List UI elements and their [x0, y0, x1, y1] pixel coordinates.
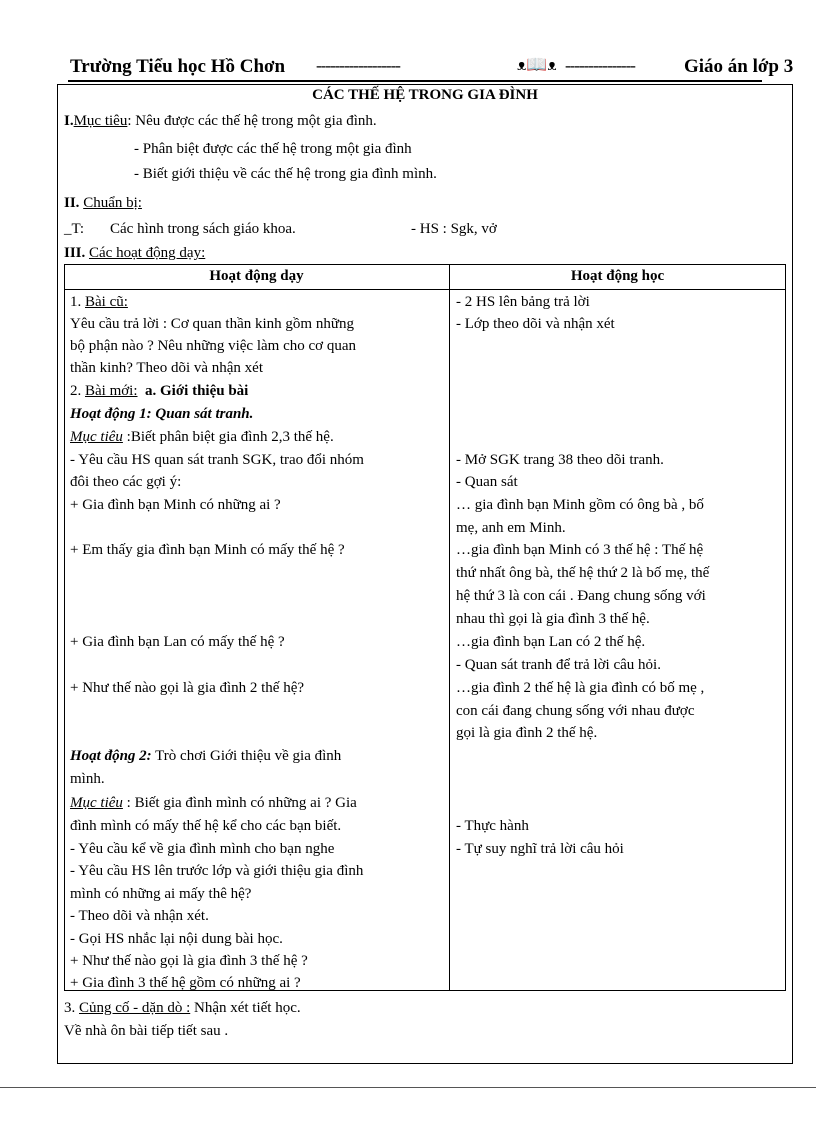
activities-number: III. [64, 245, 86, 261]
header-dashes-right: --------------- [565, 56, 635, 75]
teach-line: mình có những ai mấy thê hệ? [70, 886, 252, 902]
learn-line: - 2 HS lên bảng trả lời [456, 294, 590, 310]
grade-label: Giáo án lớp 3 [684, 56, 794, 77]
teach-line: bộ phận nào ? Nêu những việc làm cho cơ quan [70, 338, 356, 354]
activities-label: Các hoạt động dạy: [89, 245, 206, 261]
objectives-main: : Nêu được các thế hệ trong một gia đình. [127, 113, 377, 129]
new-lesson-label: Bài mới: [85, 383, 138, 399]
prep-number: II. [64, 195, 80, 211]
prep-teacher-prefix: _T: [64, 221, 85, 237]
objective-2: - Phân biệt được các thế hệ trong một gia đình [134, 141, 412, 157]
objectives-line [64, 111, 377, 131]
teach-line: + Gia đình bạn Minh có những ai ? [70, 497, 281, 513]
activity-2-title-rest: Trò chơi Giới thiệu về gia đình [151, 748, 342, 764]
prep-label: Chuẩn bị: [83, 195, 142, 211]
prep-student: - HS : Sgk, vở [411, 221, 497, 237]
page-header [68, 52, 794, 82]
col-header-learn: Hoạt động học [570, 268, 665, 284]
old-lesson-number: 1. [70, 294, 82, 310]
old-lesson-label: Bài cũ: [85, 294, 128, 310]
table-column-divider [449, 264, 450, 991]
teach-line: + Như thế nào gọi là gia đình 3 thế hệ ? [70, 953, 308, 969]
book-ornament-icon: ᴥ📖ᴥ [517, 55, 557, 74]
old-lesson-heading [70, 292, 128, 312]
learn-line: hệ thứ 3 là con cái . Đang chung sống với [456, 588, 706, 604]
header-dashes-left: ------------------ [316, 56, 400, 75]
teach-line: - Yêu cầu HS quan sát tranh SGK, trao đổi nhóm [70, 452, 364, 468]
teach-line: mình. [70, 771, 105, 787]
teach-line: thần kinh? Theo dõi và nhận xét [70, 360, 264, 376]
teach-line: đình mình có mấy thế hệ kể cho các bạn biết. [70, 818, 342, 834]
learn-line: …gia đình bạn Minh có 3 thế hệ : Thế hệ [456, 542, 704, 558]
new-lesson-number: 2. [70, 383, 82, 399]
objectives-label: Mục tiêu [73, 113, 128, 129]
learn-line: - Lớp theo dõi và nhận xét [456, 316, 615, 332]
activity-2-title-bold: Hoạt động 2: [70, 748, 152, 764]
new-lesson-intro: a. Giới thiệu bài [145, 383, 249, 399]
teach-line: - Theo dõi và nhận xét. [70, 908, 209, 924]
teach-line: Yêu cầu trả lời : Cơ quan thần kinh gồm những [70, 316, 354, 332]
teach-line: - Gọi HS nhắc lại nội dung bài học. [70, 931, 283, 947]
closing-heading [64, 998, 301, 1018]
activity-1-goal [70, 427, 334, 447]
teach-line: + Gia đình bạn Lan có mấy thế hệ ? [70, 634, 285, 650]
activity-1-title: Hoạt động 1: Quan sát tranh. [70, 406, 254, 422]
closing-text: Nhận xét tiết học. [190, 1000, 301, 1016]
lesson-title: CÁC THẾ HỆ TRONG GIA ĐÌNH [312, 87, 538, 103]
activity-2-goal-label: Mục tiêu [70, 795, 123, 811]
learn-line: … gia đình bạn Minh gồm có ông bà , bố [456, 497, 704, 513]
preparation-heading [64, 193, 142, 213]
learn-line: thứ nhất ông bà, thế hệ thứ 2 là bố mẹ, thế [456, 565, 710, 581]
objective-3: - Biết giới thiệu về các thế hệ trong gia đình mình. [134, 166, 437, 182]
col-header-teach: Hoạt động dạy [209, 268, 304, 284]
page-bottom-rule [0, 1087, 816, 1088]
closing-number: 3. [64, 1000, 76, 1016]
learn-line: - Thực hành [456, 818, 529, 834]
learn-line: …gia đình bạn Lan có 2 thế hệ. [456, 634, 646, 650]
activity-2-goal-text: : Biết gia đình mình có những ai ? Gia [122, 795, 357, 811]
learn-line: - Tự suy nghĩ trả lời câu hỏi [456, 841, 624, 857]
teach-line: + Gia đình 3 thế hệ gồm có những ai ? [70, 975, 301, 991]
activity-2-goal [70, 793, 357, 813]
learn-line: con cái đang chung sống với nhau được [456, 703, 695, 719]
teach-line: + Như thế nào gọi là gia đình 2 thế hệ? [70, 680, 305, 696]
learn-line: nhau thì gọi là gia đình 3 thế hệ. [456, 611, 650, 627]
prep-teacher: Các hình trong sách giáo khoa. [110, 221, 296, 237]
learn-line: mẹ, anh em Minh. [456, 520, 566, 536]
learn-line: - Quan sát [456, 474, 518, 490]
teach-line: - Yêu cầu kể về gia đình mình cho bạn nghe [70, 841, 335, 857]
objectives-number: I. [64, 113, 74, 129]
activities-heading [64, 243, 205, 263]
activity-2-title [70, 746, 341, 766]
activity-1-title-text: Hoạt động 1: Quan sát tranh [70, 406, 250, 422]
new-lesson-heading [70, 381, 248, 401]
teach-line: + Em thấy gia đình bạn Minh có mấy thế hệ ? [70, 542, 345, 558]
teach-line: - Yêu cầu HS lên trước lớp và giới thiệu gia đình [70, 863, 364, 879]
closing-line-2: Về nhà ôn bài tiếp tiết sau . [64, 1023, 229, 1039]
learn-line: gọi là gia đình 2 thế hệ. [456, 725, 598, 741]
teach-line: đôi theo các gợi ý: [70, 474, 182, 490]
closing-label: Củng cố - dặn dò : [79, 1000, 191, 1016]
learn-line: …gia đình 2 thế hệ là gia đình có bố mẹ , [456, 680, 705, 696]
activity-1-goal-label: Mục tiêu [70, 429, 123, 445]
activity-1-goal-text: :Biết phân biệt gia đình 2,3 thế hệ. [122, 429, 334, 445]
school-name: Trường Tiểu học Hồ Chơn [70, 56, 286, 77]
learn-line: - Quan sát tranh để trả lời câu hỏi. [456, 657, 661, 673]
learn-line: - Mở SGK trang 38 theo dõi tranh. [456, 452, 664, 468]
table-header-divider [64, 289, 786, 290]
